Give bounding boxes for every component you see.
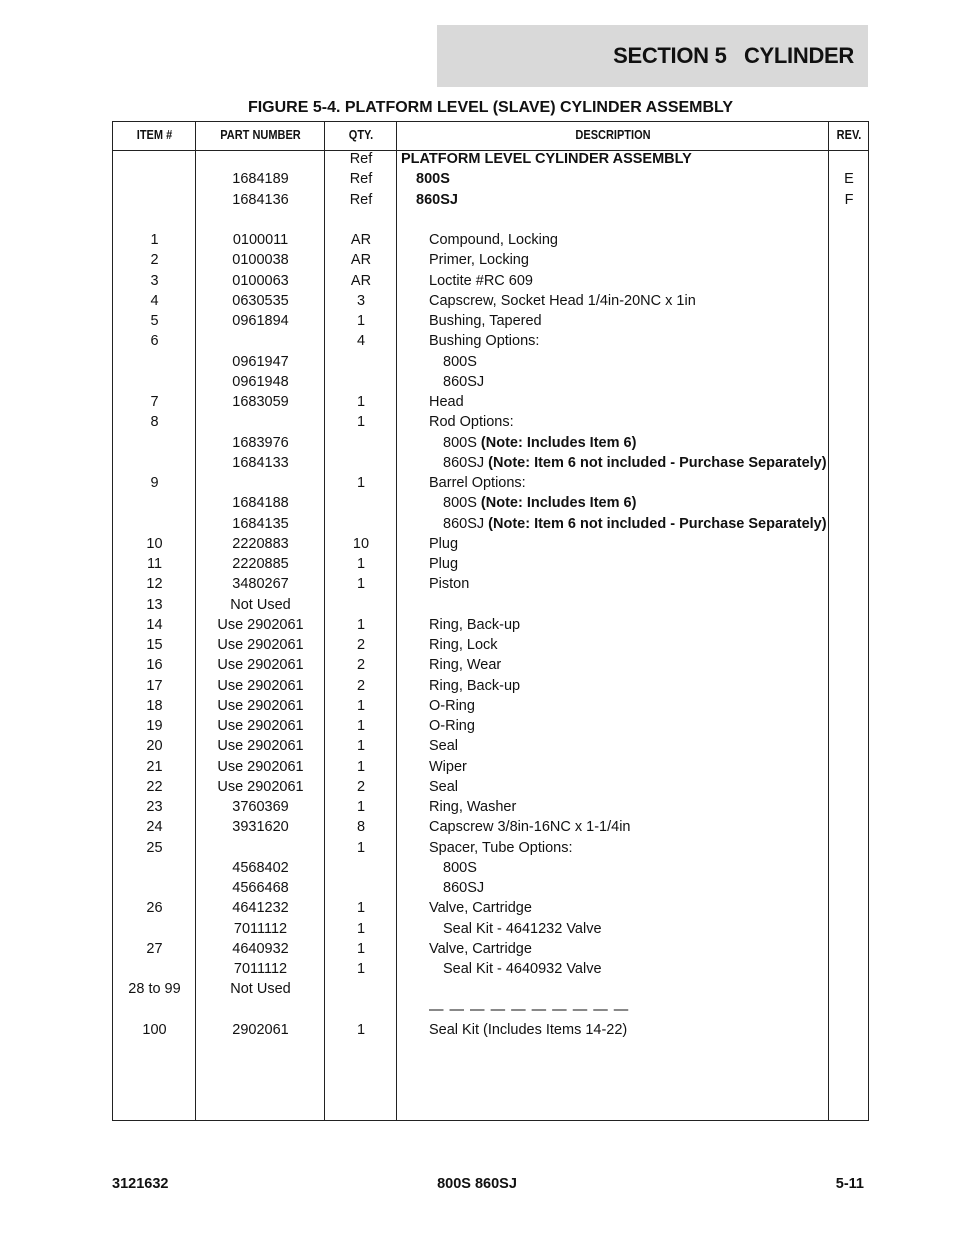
table-row bbox=[113, 595, 868, 615]
description-text: Head bbox=[429, 394, 464, 410]
description bbox=[401, 676, 857, 696]
description bbox=[401, 878, 871, 898]
part-number: 3760369 bbox=[232, 799, 289, 815]
quantity: 1 bbox=[356, 839, 366, 856]
quantity: 1 bbox=[356, 900, 366, 917]
quantity: 3 bbox=[356, 292, 366, 309]
parts-table bbox=[112, 121, 869, 1121]
part-number: 0961948 bbox=[232, 373, 289, 390]
description bbox=[401, 412, 857, 432]
part-number: 0630535 bbox=[232, 292, 289, 309]
item-number: 3 bbox=[150, 272, 159, 289]
header-rev: REV. bbox=[836, 128, 862, 142]
item-number: 19 bbox=[146, 718, 163, 734]
item-number: 2 bbox=[150, 252, 159, 269]
item-number: 17 bbox=[146, 677, 163, 694]
description-text: Compound, Locking bbox=[429, 232, 558, 248]
table-row bbox=[113, 959, 868, 979]
description-text: 800S bbox=[443, 434, 477, 451]
description bbox=[401, 574, 857, 594]
description bbox=[401, 615, 857, 635]
quantity: 4 bbox=[356, 333, 366, 350]
description bbox=[401, 493, 871, 513]
part-number: Use 2902061 bbox=[217, 637, 304, 653]
part-number: 2220883 bbox=[232, 535, 289, 552]
description bbox=[401, 392, 857, 412]
part-number: Use 2902061 bbox=[217, 616, 304, 633]
quantity: 1 bbox=[356, 616, 366, 633]
description-text: Bushing Options: bbox=[429, 333, 540, 350]
table-row bbox=[113, 574, 868, 594]
table-row bbox=[113, 878, 868, 898]
description-note: (Note: Includes Item 6) bbox=[480, 434, 637, 451]
part-number: 0961894 bbox=[232, 313, 289, 329]
table-row bbox=[113, 534, 868, 554]
part-number: Use 2902061 bbox=[217, 657, 304, 674]
item-number: 28 to 99 bbox=[128, 981, 181, 998]
description bbox=[401, 190, 844, 210]
table-row bbox=[113, 1000, 868, 1020]
part-number: Use 2902061 bbox=[217, 697, 304, 714]
quantity: 1 bbox=[356, 758, 366, 775]
description-note: (Note: Item 6 not included - Purchase Separately) bbox=[488, 515, 827, 532]
table-row bbox=[113, 676, 868, 696]
quantity: 1 bbox=[356, 1021, 366, 1038]
description-note: (Note: Includes Item 6) bbox=[480, 495, 637, 512]
item-number: 25 bbox=[146, 839, 163, 856]
quantity: 2 bbox=[356, 677, 366, 694]
description bbox=[401, 331, 857, 351]
description-text: Bushing, Tapered bbox=[429, 313, 542, 329]
item-number: 6 bbox=[150, 333, 159, 350]
part-number: 0100038 bbox=[232, 252, 289, 269]
item-number: 27 bbox=[146, 940, 163, 957]
table-row bbox=[113, 352, 868, 372]
item-number: 1 bbox=[150, 232, 159, 248]
description-text: 860SJ bbox=[443, 515, 485, 532]
item-number: 23 bbox=[146, 799, 163, 815]
description-text: Ring, Washer bbox=[429, 799, 517, 815]
description-text: Seal Kit - 4640932 Valve bbox=[443, 961, 602, 977]
description bbox=[401, 433, 871, 453]
part-number: 7011112 bbox=[233, 961, 288, 977]
table-row bbox=[113, 412, 868, 432]
table-row bbox=[113, 149, 868, 169]
quantity: 1 bbox=[356, 576, 366, 593]
item-number: 20 bbox=[146, 738, 163, 755]
part-number: 1683059 bbox=[232, 394, 289, 410]
part-number: Use 2902061 bbox=[217, 738, 304, 755]
item-number: 14 bbox=[146, 616, 163, 633]
quantity: 1 bbox=[356, 556, 366, 572]
description-text: O-Ring bbox=[429, 697, 475, 714]
item-number: 7 bbox=[150, 394, 159, 410]
quantity: AR bbox=[350, 232, 372, 248]
description-text: Seal bbox=[429, 778, 459, 795]
part-number: 1684135 bbox=[232, 515, 289, 532]
part-number: Use 2902061 bbox=[217, 758, 304, 775]
table-row bbox=[113, 169, 868, 189]
quantity: 1 bbox=[356, 697, 366, 714]
table-row bbox=[113, 898, 868, 918]
part-number: 1684133 bbox=[232, 454, 289, 471]
description-text: 860SJ bbox=[443, 373, 485, 390]
part-number: 2902061 bbox=[232, 1021, 289, 1038]
description-text: Seal bbox=[429, 738, 459, 755]
description-text: Valve, Cartridge bbox=[429, 900, 532, 917]
table-row bbox=[113, 777, 868, 797]
description bbox=[401, 453, 871, 473]
description-text: Plug bbox=[429, 556, 459, 572]
description bbox=[401, 169, 844, 189]
table-row bbox=[113, 817, 868, 837]
description-text: Barrel Options: bbox=[429, 475, 526, 491]
quantity: Ref bbox=[349, 171, 373, 188]
description-text: Capscrew 3/8in-16NC x 1-1/4in bbox=[429, 819, 631, 836]
description bbox=[401, 352, 871, 372]
item-number: 12 bbox=[146, 576, 163, 593]
description-text: 860SJ bbox=[443, 454, 485, 471]
quantity: 1 bbox=[356, 799, 366, 815]
description bbox=[401, 716, 857, 736]
quantity: 1 bbox=[356, 961, 366, 977]
description-text: Seal Kit (Includes Items 14-22) bbox=[429, 1021, 628, 1038]
description bbox=[401, 271, 857, 291]
item-number: 26 bbox=[146, 900, 163, 917]
part-number: 1684136 bbox=[232, 191, 289, 208]
part-number: 7011112 bbox=[233, 920, 288, 937]
quantity: AR bbox=[350, 272, 372, 289]
item-number: 21 bbox=[146, 758, 163, 775]
description-text: Primer, Locking bbox=[429, 252, 529, 269]
description bbox=[401, 959, 871, 979]
description bbox=[401, 1020, 857, 1040]
table-row bbox=[113, 736, 868, 756]
description-text: PLATFORM LEVEL CYLINDER ASSEMBLY bbox=[401, 151, 692, 167]
description-text: — — — — — — — — — — bbox=[429, 1001, 630, 1018]
description-text: Ring, Lock bbox=[429, 637, 498, 653]
table-row bbox=[113, 291, 868, 311]
table-row bbox=[113, 655, 868, 675]
table-row bbox=[113, 615, 868, 635]
section-banner bbox=[437, 25, 868, 87]
quantity: AR bbox=[350, 252, 372, 269]
table-row bbox=[113, 331, 868, 351]
quantity: 2 bbox=[356, 637, 366, 653]
description bbox=[401, 858, 871, 878]
table-row bbox=[113, 919, 868, 939]
table-header-row bbox=[113, 122, 868, 151]
part-number: 0100063 bbox=[232, 272, 289, 289]
item-number: 24 bbox=[146, 819, 163, 836]
description bbox=[401, 797, 857, 817]
description bbox=[401, 554, 857, 574]
part-number: 4640932 bbox=[232, 940, 289, 957]
part-number: 2220885 bbox=[232, 556, 289, 572]
part-number: 0100011 bbox=[232, 232, 289, 248]
table-row bbox=[113, 797, 868, 817]
quantity: 1 bbox=[356, 920, 366, 937]
table-row bbox=[113, 250, 868, 270]
figure-title: FIGURE 5-4. PLATFORM LEVEL (SLAVE) CYLINDER ASSEMBLY bbox=[247, 99, 734, 116]
table-row bbox=[113, 716, 868, 736]
part-number: Use 2902061 bbox=[217, 718, 304, 734]
section-title: SECTION 5 CYLINDER bbox=[613, 43, 854, 68]
description bbox=[401, 736, 857, 756]
table-row bbox=[113, 1020, 868, 1040]
table-row bbox=[113, 271, 868, 291]
quantity: Ref bbox=[349, 151, 373, 167]
table-row bbox=[113, 979, 868, 999]
quantity: 1 bbox=[356, 313, 366, 329]
item-number: 10 bbox=[146, 535, 163, 552]
footer-model: 800S 860SJ bbox=[437, 1176, 517, 1192]
description bbox=[401, 898, 857, 918]
item-number: 18 bbox=[146, 697, 163, 714]
description bbox=[401, 311, 857, 331]
item-number: 5 bbox=[150, 313, 159, 329]
table-row bbox=[113, 939, 868, 959]
description-text: 800S bbox=[443, 353, 477, 370]
description-text: Ring, Back-up bbox=[429, 677, 521, 694]
description bbox=[401, 149, 829, 169]
table-body bbox=[113, 149, 868, 1040]
table-row bbox=[113, 554, 868, 574]
header-description: DESCRIPTION bbox=[575, 128, 651, 142]
table-row bbox=[113, 696, 868, 716]
quantity: 8 bbox=[356, 819, 366, 836]
description bbox=[401, 291, 857, 311]
part-number: 4568402 bbox=[232, 859, 289, 876]
description bbox=[401, 635, 857, 655]
description bbox=[401, 817, 857, 837]
description-text: Spacer, Tube Options: bbox=[429, 839, 573, 856]
description-text: Plug bbox=[429, 535, 459, 552]
revision: E bbox=[844, 171, 854, 188]
description-text: Capscrew, Socket Head 1/4in-20NC x 1in bbox=[429, 292, 696, 309]
description bbox=[401, 939, 857, 959]
item-number: 16 bbox=[146, 657, 163, 674]
description-text: Wiper bbox=[429, 758, 467, 775]
table-row bbox=[113, 493, 868, 513]
footer-doc-number: 3121632 bbox=[112, 1176, 169, 1192]
table-row bbox=[113, 473, 868, 493]
header-part-number: PART NUMBER bbox=[220, 128, 301, 142]
part-number: 4641232 bbox=[232, 900, 289, 917]
description-text: 800S bbox=[443, 859, 477, 876]
quantity: 1 bbox=[356, 394, 366, 410]
table-row bbox=[113, 635, 868, 655]
table-row bbox=[113, 453, 868, 473]
table-row bbox=[113, 230, 868, 250]
description-text: 860SJ bbox=[416, 191, 458, 208]
description-text: Rod Options: bbox=[429, 414, 514, 431]
item-number: 4 bbox=[150, 292, 159, 309]
part-number: 4566468 bbox=[232, 880, 289, 896]
description-note: (Note: Item 6 not included - Purchase Separately) bbox=[488, 454, 827, 471]
part-number: Use 2902061 bbox=[217, 677, 304, 694]
part-number: 3480267 bbox=[232, 576, 289, 593]
description bbox=[401, 372, 871, 392]
revision: F bbox=[844, 191, 854, 208]
header-item: ITEM # bbox=[136, 128, 173, 142]
table-row bbox=[113, 858, 868, 878]
description bbox=[401, 655, 857, 675]
quantity: 1 bbox=[356, 738, 366, 755]
description-text: Piston bbox=[429, 576, 470, 593]
table-row bbox=[113, 838, 868, 858]
footer-page-number: 5-11 bbox=[835, 1176, 864, 1192]
table-row bbox=[113, 210, 868, 230]
part-number: 0961947 bbox=[232, 353, 289, 370]
description bbox=[401, 838, 857, 858]
item-number: 8 bbox=[150, 414, 159, 431]
part-number: Not Used bbox=[230, 596, 291, 613]
description-text: Valve, Cartridge bbox=[429, 940, 532, 957]
part-number: Use 2902061 bbox=[217, 778, 304, 795]
header-qty: QTY. bbox=[348, 128, 374, 142]
item-number: 22 bbox=[146, 778, 163, 795]
description-text: O-Ring bbox=[429, 718, 475, 734]
description bbox=[401, 919, 871, 939]
quantity: 1 bbox=[356, 475, 366, 491]
item-number: 100 bbox=[142, 1021, 167, 1038]
description bbox=[401, 534, 857, 554]
quantity: 2 bbox=[356, 657, 366, 674]
table-row bbox=[113, 372, 868, 392]
part-number: 1684188 bbox=[232, 495, 289, 512]
part-number: 3931620 bbox=[232, 819, 289, 836]
table-row bbox=[113, 190, 868, 210]
quantity: 1 bbox=[356, 718, 366, 734]
description bbox=[401, 757, 857, 777]
description bbox=[401, 250, 857, 270]
table-row bbox=[113, 311, 868, 331]
description-text: 800S bbox=[443, 495, 477, 512]
part-number: 1683976 bbox=[232, 434, 289, 451]
description bbox=[401, 514, 871, 534]
quantity: 10 bbox=[352, 535, 370, 552]
description bbox=[401, 1000, 857, 1020]
quantity: 1 bbox=[356, 414, 366, 431]
table-row bbox=[113, 757, 868, 777]
quantity: 2 bbox=[356, 778, 366, 795]
table-row bbox=[113, 514, 868, 534]
part-number: Not Used bbox=[230, 981, 291, 998]
description-text: Ring, Wear bbox=[429, 657, 502, 674]
description-text: Seal Kit - 4641232 Valve bbox=[443, 920, 602, 937]
table-row bbox=[113, 392, 868, 412]
item-number: 13 bbox=[146, 596, 163, 613]
quantity: 1 bbox=[356, 940, 366, 957]
description bbox=[401, 777, 857, 797]
description-text: 800S bbox=[416, 171, 450, 188]
item-number: 15 bbox=[146, 637, 163, 653]
description-text: 860SJ bbox=[443, 880, 485, 896]
table-row bbox=[113, 433, 868, 453]
item-number: 9 bbox=[150, 475, 159, 491]
quantity: Ref bbox=[349, 191, 373, 208]
description bbox=[401, 696, 857, 716]
description-text: Loctite #RC 609 bbox=[429, 272, 533, 289]
part-number: 1684189 bbox=[232, 171, 289, 188]
description-text: Ring, Back-up bbox=[429, 616, 521, 633]
item-number: 11 bbox=[146, 556, 163, 572]
description bbox=[401, 230, 857, 250]
description bbox=[401, 473, 857, 493]
